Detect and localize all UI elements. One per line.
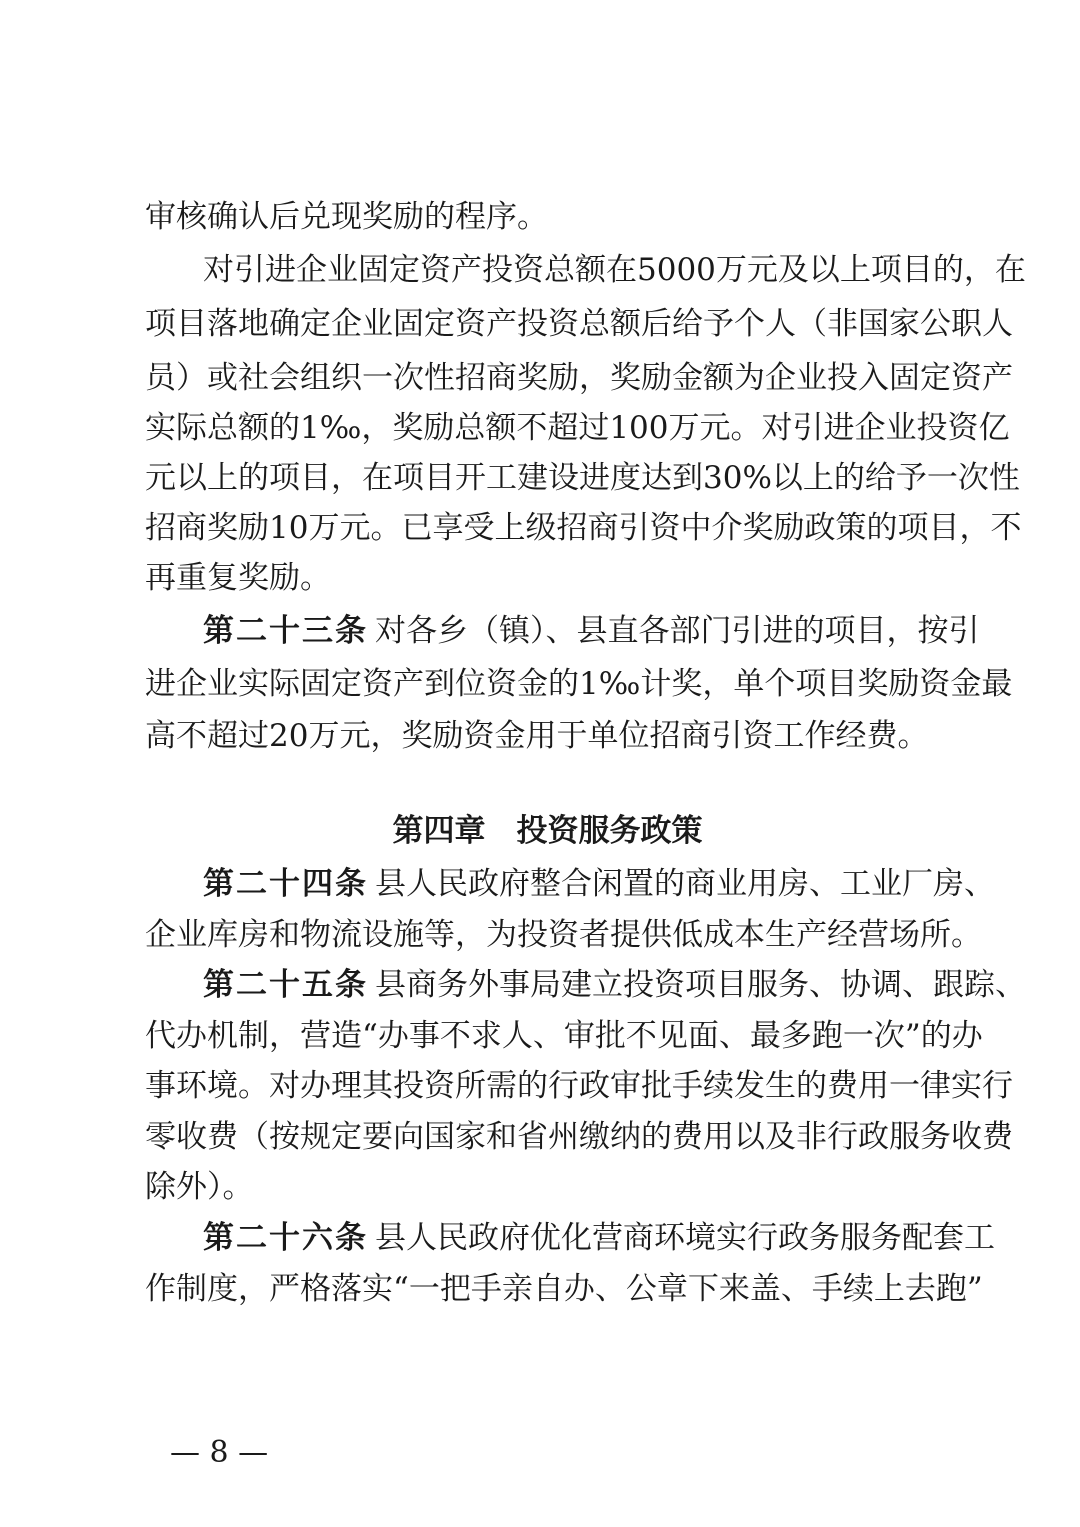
- chapter-heading: 第四章 投资服务政策: [392, 813, 703, 849]
- article-number: 第二十四条: [203, 866, 368, 902]
- text-line: 作制度，严格落实“一把手亲自办、公章下来盖、手续上去跑”: [145, 1271, 983, 1307]
- text-line: 元以上的项目，在项目开工建设进度达到30%以上的给予一次性: [145, 460, 1020, 496]
- text-line: 代办机制，营造“办事不求人、审批不见面、最多跑一次”的办: [145, 1018, 983, 1054]
- page-number: — 8 —: [170, 1435, 269, 1470]
- text-line: 项目落地确定企业固定资产投资总额后给予个人（非国家公职人: [145, 306, 1013, 342]
- text-line: 审核确认后兑现奖励的程序。: [145, 199, 548, 235]
- article-25-line: [203, 960, 1026, 1010]
- text-line: 事环境。对办理其投资所需的行政审批手续发生的费用一律实行: [145, 1068, 1013, 1104]
- article-text: 县商务外事局建立投资项目服务、协调、跟踪、: [375, 967, 1026, 1003]
- article-text: 县人民政府整合闲置的商业用房、工业厂房、: [375, 866, 995, 902]
- text-line: 员）或社会组织一次性招商奖励，奖励金额为企业投入固定资产: [145, 360, 1013, 396]
- article-number: 第二十三条: [203, 613, 368, 649]
- text-line: 企业库房和物流设施等，为投资者提供低成本生产经营场所。: [145, 917, 982, 953]
- article-text: 对各乡（镇）、县直各部门引进的项目，按引: [375, 613, 980, 649]
- article-26-line: [203, 1213, 995, 1263]
- article-number: 第二十六条: [203, 1220, 368, 1256]
- article-24-line: [203, 859, 995, 909]
- article-23-line: [203, 606, 980, 656]
- text-line: 除外）。: [145, 1169, 254, 1205]
- text-line: 高不超过20万元，奖励资金用于单位招商引资工作经费。: [145, 718, 929, 754]
- article-number: 第二十五条: [203, 967, 368, 1003]
- text-line: 零收费（按规定要向国家和省州缴纳的费用以及非行政服务收费: [145, 1119, 1013, 1155]
- article-text: 县人民政府优化营商环境实行政务服务配套工: [375, 1220, 995, 1256]
- text-line: 再重复奖励。: [145, 560, 331, 596]
- text-line: 招商奖励10万元。已享受上级招商引资中介奖励政策的项目，不: [145, 510, 1022, 546]
- text-line: 实际总额的1‰，奖励总额不超过100万元。对引进企业投资亿: [145, 410, 1010, 446]
- text-line: 进企业实际固定资产到位资金的1‰计奖，单个项目奖励资金最: [145, 666, 1013, 702]
- text-line: 对引进企业固定资产投资总额在5000万元及以上项目的，在: [203, 252, 1026, 288]
